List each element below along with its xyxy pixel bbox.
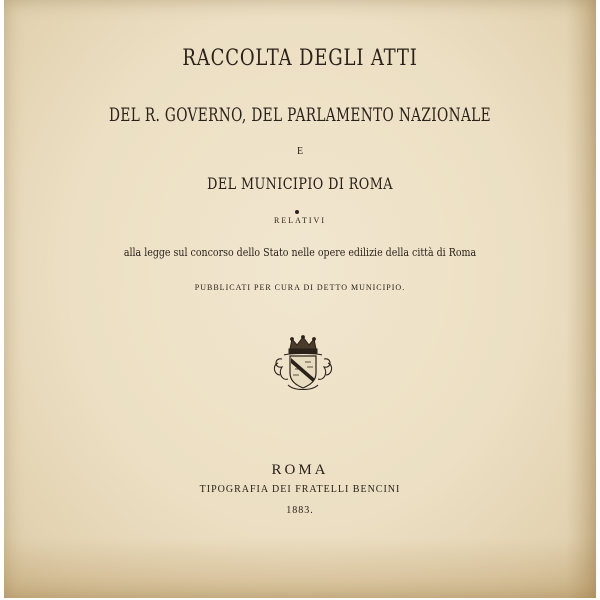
description-line: alla legge sul concorso dello Stato nelle opere edilizie della città di Roma xyxy=(123,246,477,259)
relativi-text: RELATIVI xyxy=(274,216,326,225)
book-title: RACCOLTA DEGLI ATTI xyxy=(182,46,418,71)
title-page xyxy=(4,0,596,598)
municipality-line: DEL MUNICIPIO DI ROMA xyxy=(207,174,393,193)
book-subtitle: DEL R. GOVERNO, DEL PARLAMENTO NAZIONALE xyxy=(109,104,491,126)
printer-name: TIPOGRAFIA DEI FRATELLI BENCINI xyxy=(199,484,401,495)
publication-note: PUBBLICATI PER CURA DI DETTO MUNICIPIO. xyxy=(194,283,406,292)
coat-of-arms-icon xyxy=(270,335,336,395)
publication-year: 1883. xyxy=(286,505,314,516)
conjunction-text: E xyxy=(296,146,304,157)
ornament-dot xyxy=(295,210,299,214)
place-of-publication: ROMA xyxy=(271,462,329,478)
